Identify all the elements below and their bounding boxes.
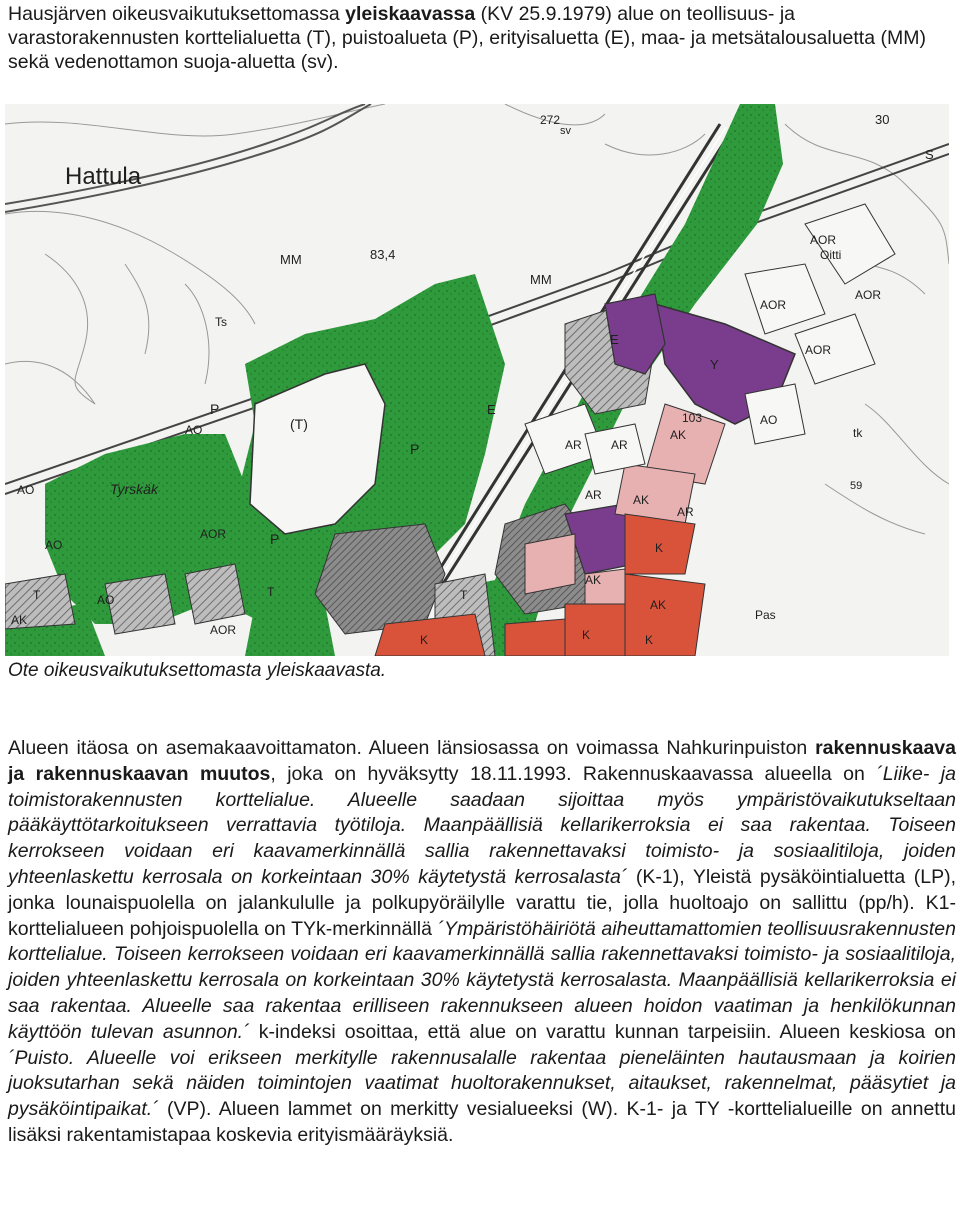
map-caption: Ote oikeusvaikutuksettomasta yleiskaavasta. (8, 660, 387, 681)
svg-text:AOR: AOR (210, 623, 237, 637)
svg-text:S: S (925, 147, 934, 162)
svg-text:T: T (460, 588, 468, 602)
map-label-hattula: Hattula (65, 163, 142, 190)
svg-text:AR: AR (565, 438, 582, 452)
svg-text:AK: AK (633, 493, 650, 507)
svg-text:272: 272 (540, 113, 561, 127)
svg-text:MM: MM (530, 272, 552, 287)
svg-text:MM: MM (280, 252, 302, 267)
svg-text:AOR: AOR (760, 298, 787, 312)
italic-quote-3: ´Puisto. Alueelle voi erikseen merkitylle rakennusalalle rakentaa pieneläinten hautausmaan ja koirien juoksutarhan sekä näiden toimintojen vaatimat huoltorakennukset, aitaukset, rakennelmat, pääsytiet ja pysäköintipaikat.´ (8, 1046, 956, 1121)
bold-phrase: rakennuskaava ja rakennuskaavan muutos (8, 737, 956, 785)
svg-text:Ts: Ts (215, 315, 227, 329)
body-paragraph: Alueen itäosa on asemakaavoittamaton. Alueen länsiosassa on voimassa Nahkurinpuiston rakennuskaava ja rakennuskaavan muutos, joka on hyväksytty 18.11.1993. Rakennuskaavassa alueella on ´Liike- ja toimistorakennusten korttelialue. Alueelle saadaan sijoittaa myös ympäristövaikutukseltaan pääkäyttötarkoitukseen verrattavia työtiloja. Maanpäällisiä kellarikerroksia ei saa rakentaa. Toiseen kerrokseen voidaan eri kaavamerkinnällä sallia rakennettavaksi toimisto- ja sosiaalitiloja, joiden yhteenlaskettu kerrosala on korkeintaan 30% käytetystä kerrosalasta´ (K-1), Yleistä pysäköintialuetta (LP), jonka lounaispuolella on jalankululle ja polkupyöräilylle varattu tie, jolla huoltoajo on sallittu (pp/h). K1-korttelialueen pohjoispuolella on TYk-merkinnällä ´Ympäristöhäiriötä aiheuttamattomien teollisuusrakennusten korttelialue. Toiseen kerrokseen voidaan eri kaavamerkinnällä sallia rakennettavaksi toimisto- ja sosiaalitiloja, joiden yhteenlaskettu kerrosala on korkeintaan 30% käytetystä kerrosalasta. Maanpäällisiä kellarikerroksia ei saa rakentaa. Alueelle saa rakentaa erilliseen rakennukseen alueen hoidon vaatiman ja henkilökunnan käyttöön tulevan asunnon.´ k-indeksi osoittaa, että alue on varattu kunnan tarpeisiin. Alueen keskiosa on ´Puisto. Alueelle voi erikseen merkitylle rakennusalalle rakentaa pieneläinten hautausmaan ja koirien juoksutarhan sekä näiden toimintojen vaatimat huoltorakennukset, aitaukset, rakennelmat, pääsytiet ja pysäköintipaikat.´ (VP). Alueen lammet on merkitty vesialueeksi (W). K-1- ja TY -korttelialueille on annettu lisäksi rakentamistapaa koskevia erityismääräyksiä. (8, 737, 956, 1146)
zoning-map (5, 104, 949, 656)
svg-text:AOR: AOR (200, 527, 227, 541)
svg-text:AR: AR (585, 488, 602, 502)
svg-text:(T): (T) (290, 416, 308, 432)
svg-text:30: 30 (875, 112, 890, 127)
svg-text:K: K (420, 633, 429, 647)
svg-text:AK: AK (650, 598, 667, 612)
svg-text:Oitti: Oitti (820, 248, 842, 262)
svg-text:AO: AO (760, 413, 778, 427)
svg-text:103: 103 (682, 411, 703, 425)
svg-text:K: K (645, 633, 654, 647)
svg-text:AO: AO (97, 593, 115, 607)
svg-text:59: 59 (850, 480, 863, 492)
intro-text-start: Hausjärven oikeusvaikutuksettomassa (8, 3, 346, 25)
svg-text:AO: AO (17, 483, 35, 497)
svg-text:P: P (270, 531, 280, 547)
italic-quote-2: ´Ympäristöhäiriötä aiheuttamattomien teollisuusrakennusten korttelialue. Toiseen kerrokseen voidaan eri kaavamerkinnällä sallia rakennettavaksi toimisto- ja sosiaalitiloja, joiden yhteenlaskettu kerrosala on korkeintaan 30% käytetystä kerrosalasta. Maanpäällisiä kellarikerroksia ei saa rakentaa. Alueelle saa rakentaa erilliseen rakennukseen alueen hoidon vaatiman ja henkilökunnan käyttöön tulevan asunnon.´ (8, 917, 956, 1043)
svg-text:AOR: AOR (810, 233, 837, 247)
svg-text:AOR: AOR (855, 288, 882, 302)
intro-paragraph (8, 2, 958, 74)
svg-text:K: K (582, 628, 591, 642)
svg-text:K: K (655, 541, 664, 555)
svg-text:P: P (410, 441, 420, 457)
svg-text:AO: AO (45, 538, 63, 552)
svg-text:Pas: Pas (755, 608, 776, 622)
svg-text:E: E (610, 332, 619, 347)
svg-text:AK: AK (11, 613, 28, 627)
svg-text:sv: sv (560, 125, 571, 137)
svg-text:P: P (210, 401, 220, 417)
svg-text:Tyrskäk: Tyrskäk (110, 481, 158, 497)
svg-text:tk: tk (853, 426, 863, 440)
svg-text:E: E (487, 402, 496, 417)
intro-bold-word: yleiskaavassa (345, 3, 476, 25)
svg-text:AK: AK (670, 428, 687, 442)
svg-text:AO: AO (185, 423, 203, 437)
svg-text:AK: AK (585, 573, 602, 587)
intro-text-end: (KV 25.9.1979) alue on teollisuus- ja varastorakennusten korttelialuetta (T), puistoalueta (P), erityisaluetta (E), maa- ja metsätalousaluetta (MM) sekä vedenottamon suoja-aluetta (sv). (8, 3, 926, 73)
svg-text:T: T (267, 585, 275, 599)
svg-text:AR: AR (677, 505, 694, 519)
italic-quote-1: ´Liike- ja toimistorakennusten korttelialue. Alueelle saadaan sijoittaa myös ympäristövaikutukseltaan pääkäyttötarkoitukseen verrattavia työtiloja. Maanpäällisiä kellarikerroksia ei saa rakentaa. Toiseen kerrokseen voidaan eri kaavamerkinnällä sallia rakennettavaksi toimisto- ja sosiaalitiloja, joiden yhteenlaskettu kerrosala on korkeintaan 30% käytetystä kerrosalasta´ (8, 762, 956, 888)
zoning-map-svg (5, 104, 949, 656)
svg-text:AOR: AOR (805, 343, 832, 357)
svg-text:83,4: 83,4 (370, 247, 396, 262)
svg-text:T: T (33, 588, 41, 602)
svg-text:AR: AR (611, 438, 628, 452)
svg-text:Y: Y (710, 357, 719, 372)
